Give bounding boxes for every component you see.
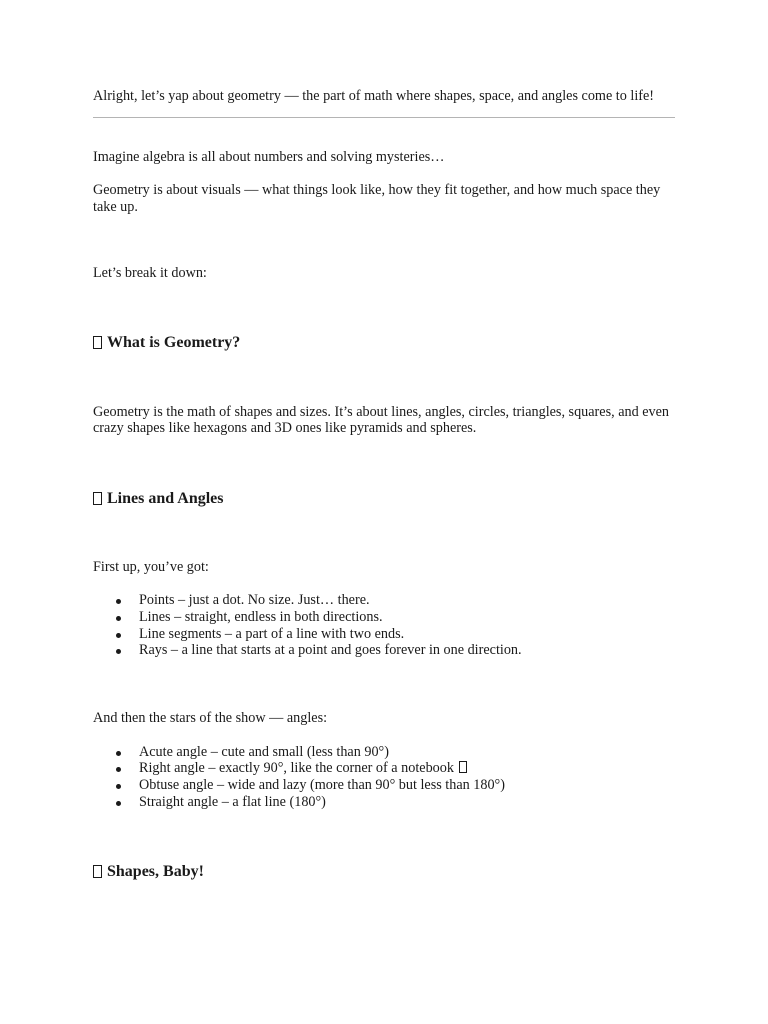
breakdown-paragraph: Let’s break it down:	[93, 265, 207, 281]
list-item: Obtuse angle – wide and lazy (more than 90° but less than 180°)	[93, 777, 675, 794]
missing-glyph-icon	[93, 865, 102, 878]
heading-text: Shapes, Baby!	[107, 862, 204, 880]
list-item: Straight angle – a flat line (180°)	[93, 794, 675, 811]
heading-text: What is Geometry?	[107, 333, 241, 351]
list-item: Acute angle – cute and small (less than 90°)	[93, 744, 675, 761]
list-item-text: Right angle – exactly 90°, like the corner of a notebook	[139, 760, 454, 777]
visuals-paragraph: Geometry is about visuals — what things look like, how they fit together, and how much space they take up.	[93, 182, 661, 215]
angles-intro-paragraph: And then the stars of the show — angles:	[93, 710, 328, 727]
list-item: Rays – a line that starts at a point and goes forever in one direction.	[93, 642, 675, 659]
heading-shapes-baby	[93, 862, 675, 881]
list-item: Line segments – a part of a line with two ends.	[93, 626, 675, 643]
document-page	[93, 88, 675, 881]
list-item	[93, 760, 675, 777]
missing-glyph-icon	[93, 336, 102, 349]
basic-elements-list	[93, 592, 675, 659]
missing-glyph-icon	[93, 492, 102, 505]
first-up-paragraph: First up, you’ve got:	[93, 558, 209, 575]
what-is-geometry-paragraph: Geometry is the math of shapes and sizes. It’s about lines, angles, circles, triangles, squares, and even crazy shapes like hexagons and 3D ones like pyramids and spheres.	[93, 403, 670, 436]
intro-paragraph: Alright, let’s yap about geometry — the part of math where shapes, space, and angles come to life!	[93, 88, 655, 104]
angles-list	[93, 744, 675, 811]
heading-text: Lines and Angles	[107, 489, 224, 507]
missing-glyph-icon	[459, 761, 467, 773]
list-item: Points – just a dot. No size. Just… there.	[93, 592, 675, 609]
list-item: Lines – straight, endless in both directions.	[93, 609, 675, 626]
heading-lines-and-angles	[93, 489, 675, 508]
algebra-paragraph: Imagine algebra is all about numbers and solving mysteries…	[93, 148, 445, 165]
heading-what-is-geometry	[93, 333, 675, 352]
